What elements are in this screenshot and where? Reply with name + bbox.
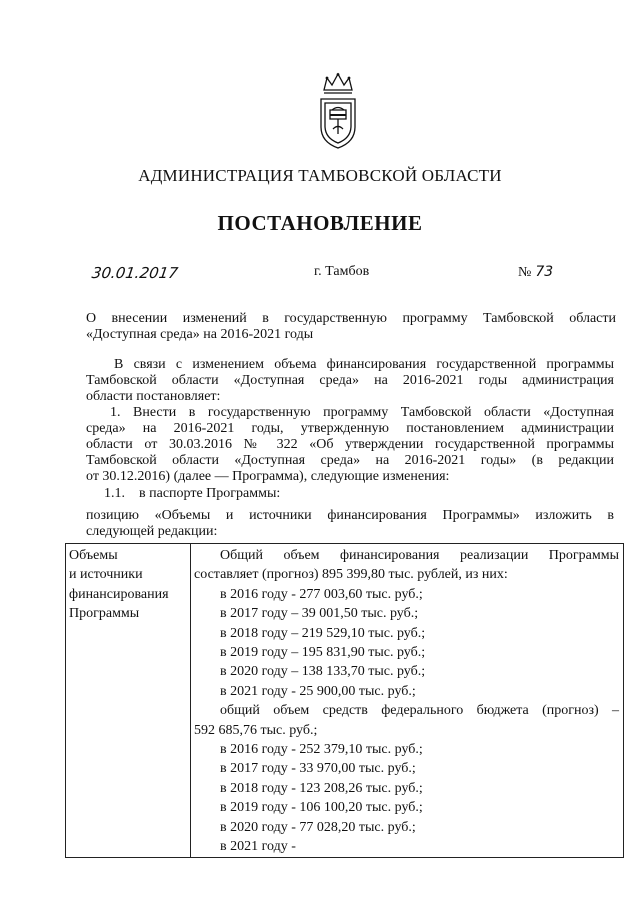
content-line: в 2017 году - 33 970,00 тыс. руб.; xyxy=(220,761,416,777)
content-line: в 2018 году – 219 529,10 тыс. руб.; xyxy=(220,625,426,641)
body-line: 1.1. в паспорте Программы: xyxy=(104,486,281,501)
label-line: Объемы xyxy=(69,548,118,563)
financing-table xyxy=(65,543,624,858)
table-cell-content xyxy=(191,544,624,858)
content-line: составляет (прогноз) 895 399,80 тыс. рублей, из них: xyxy=(194,567,508,583)
content-line: в 2021 году - xyxy=(220,839,296,855)
body-line: от 30.12.2016) (далее — Программа), следующие изменения: xyxy=(86,469,450,484)
table-cell-label xyxy=(66,544,191,858)
coat-of-arms-icon xyxy=(318,72,358,150)
content-line: в 2020 году - 77 028,20 тыс. руб.; xyxy=(220,819,416,835)
document-type: ПОСТАНОВЛЕНИЕ xyxy=(217,211,423,235)
body-line: 1. Внести в государственную программу Тамбовской области «Доступная xyxy=(110,405,614,420)
number-label: № xyxy=(518,265,532,280)
content-line: в 2021 году - 25 900,00 тыс. руб.; xyxy=(220,683,416,699)
document-date: 30.01.2017 xyxy=(90,264,180,282)
body-line: области постановляет: xyxy=(86,389,221,404)
body-line: позицию «Объемы и источники финансирования Программы» изложить в xyxy=(86,508,614,523)
body-line: В связи с изменением объема финансирования государственной программы xyxy=(114,357,614,372)
content-line: в 2017 году – 39 001,50 тыс. руб.; xyxy=(220,606,419,622)
content-line: в 2016 году - 277 003,60 тыс. руб.; xyxy=(220,586,423,602)
title-line: О внесении изменений в государственную программу Тамбовской области xyxy=(86,311,616,326)
content-line: в 2018 году - 123 208,26 тыс. руб.; xyxy=(220,780,423,796)
label-line: финансирования xyxy=(69,586,169,602)
body-line: среда» на 2016-2021 годы, утвержденную постановлением администрации xyxy=(86,421,614,436)
authority-name: АДМИНИСТРАЦИЯ ТАМБОВСКОЙ ОБЛАСТИ xyxy=(138,166,502,185)
body-line: Тамбовской области «Доступная среда» на 2016-2021 годы» (в редакции xyxy=(86,453,614,468)
body-line: следующей редакции: xyxy=(86,524,218,539)
content-line: в 2019 году – 195 831,90 тыс. руб.; xyxy=(220,645,426,661)
label-line: и источники xyxy=(69,567,143,583)
body-line: области от 30.03.2016 № 322 «Об утверждении государственной программы xyxy=(86,437,614,452)
content-line: 592 685,76 тыс. руб.; xyxy=(194,722,318,738)
table-row xyxy=(66,544,624,858)
document-city: г. Тамбов xyxy=(314,264,370,279)
content-line: в 2020 году – 138 133,70 тыс. руб.; xyxy=(220,664,426,680)
document-number xyxy=(518,264,553,281)
content-line: в 2016 году - 252 379,10 тыс. руб.; xyxy=(220,742,423,758)
body-line: Тамбовской области «Доступная среда» на 2016-2021 годы администрация xyxy=(86,373,614,388)
title-line: «Доступная среда» на 2016-2021 годы xyxy=(86,327,314,342)
number-value: 73 xyxy=(535,264,554,280)
content-line: общий объем средств федерального бюджета (прогноз) – xyxy=(220,703,619,719)
content-line: Общий объем финансирования реализации Программы xyxy=(220,548,619,563)
label-line: Программы xyxy=(69,606,140,622)
content-line: в 2019 году - 106 100,20 тыс. руб.; xyxy=(220,800,423,816)
